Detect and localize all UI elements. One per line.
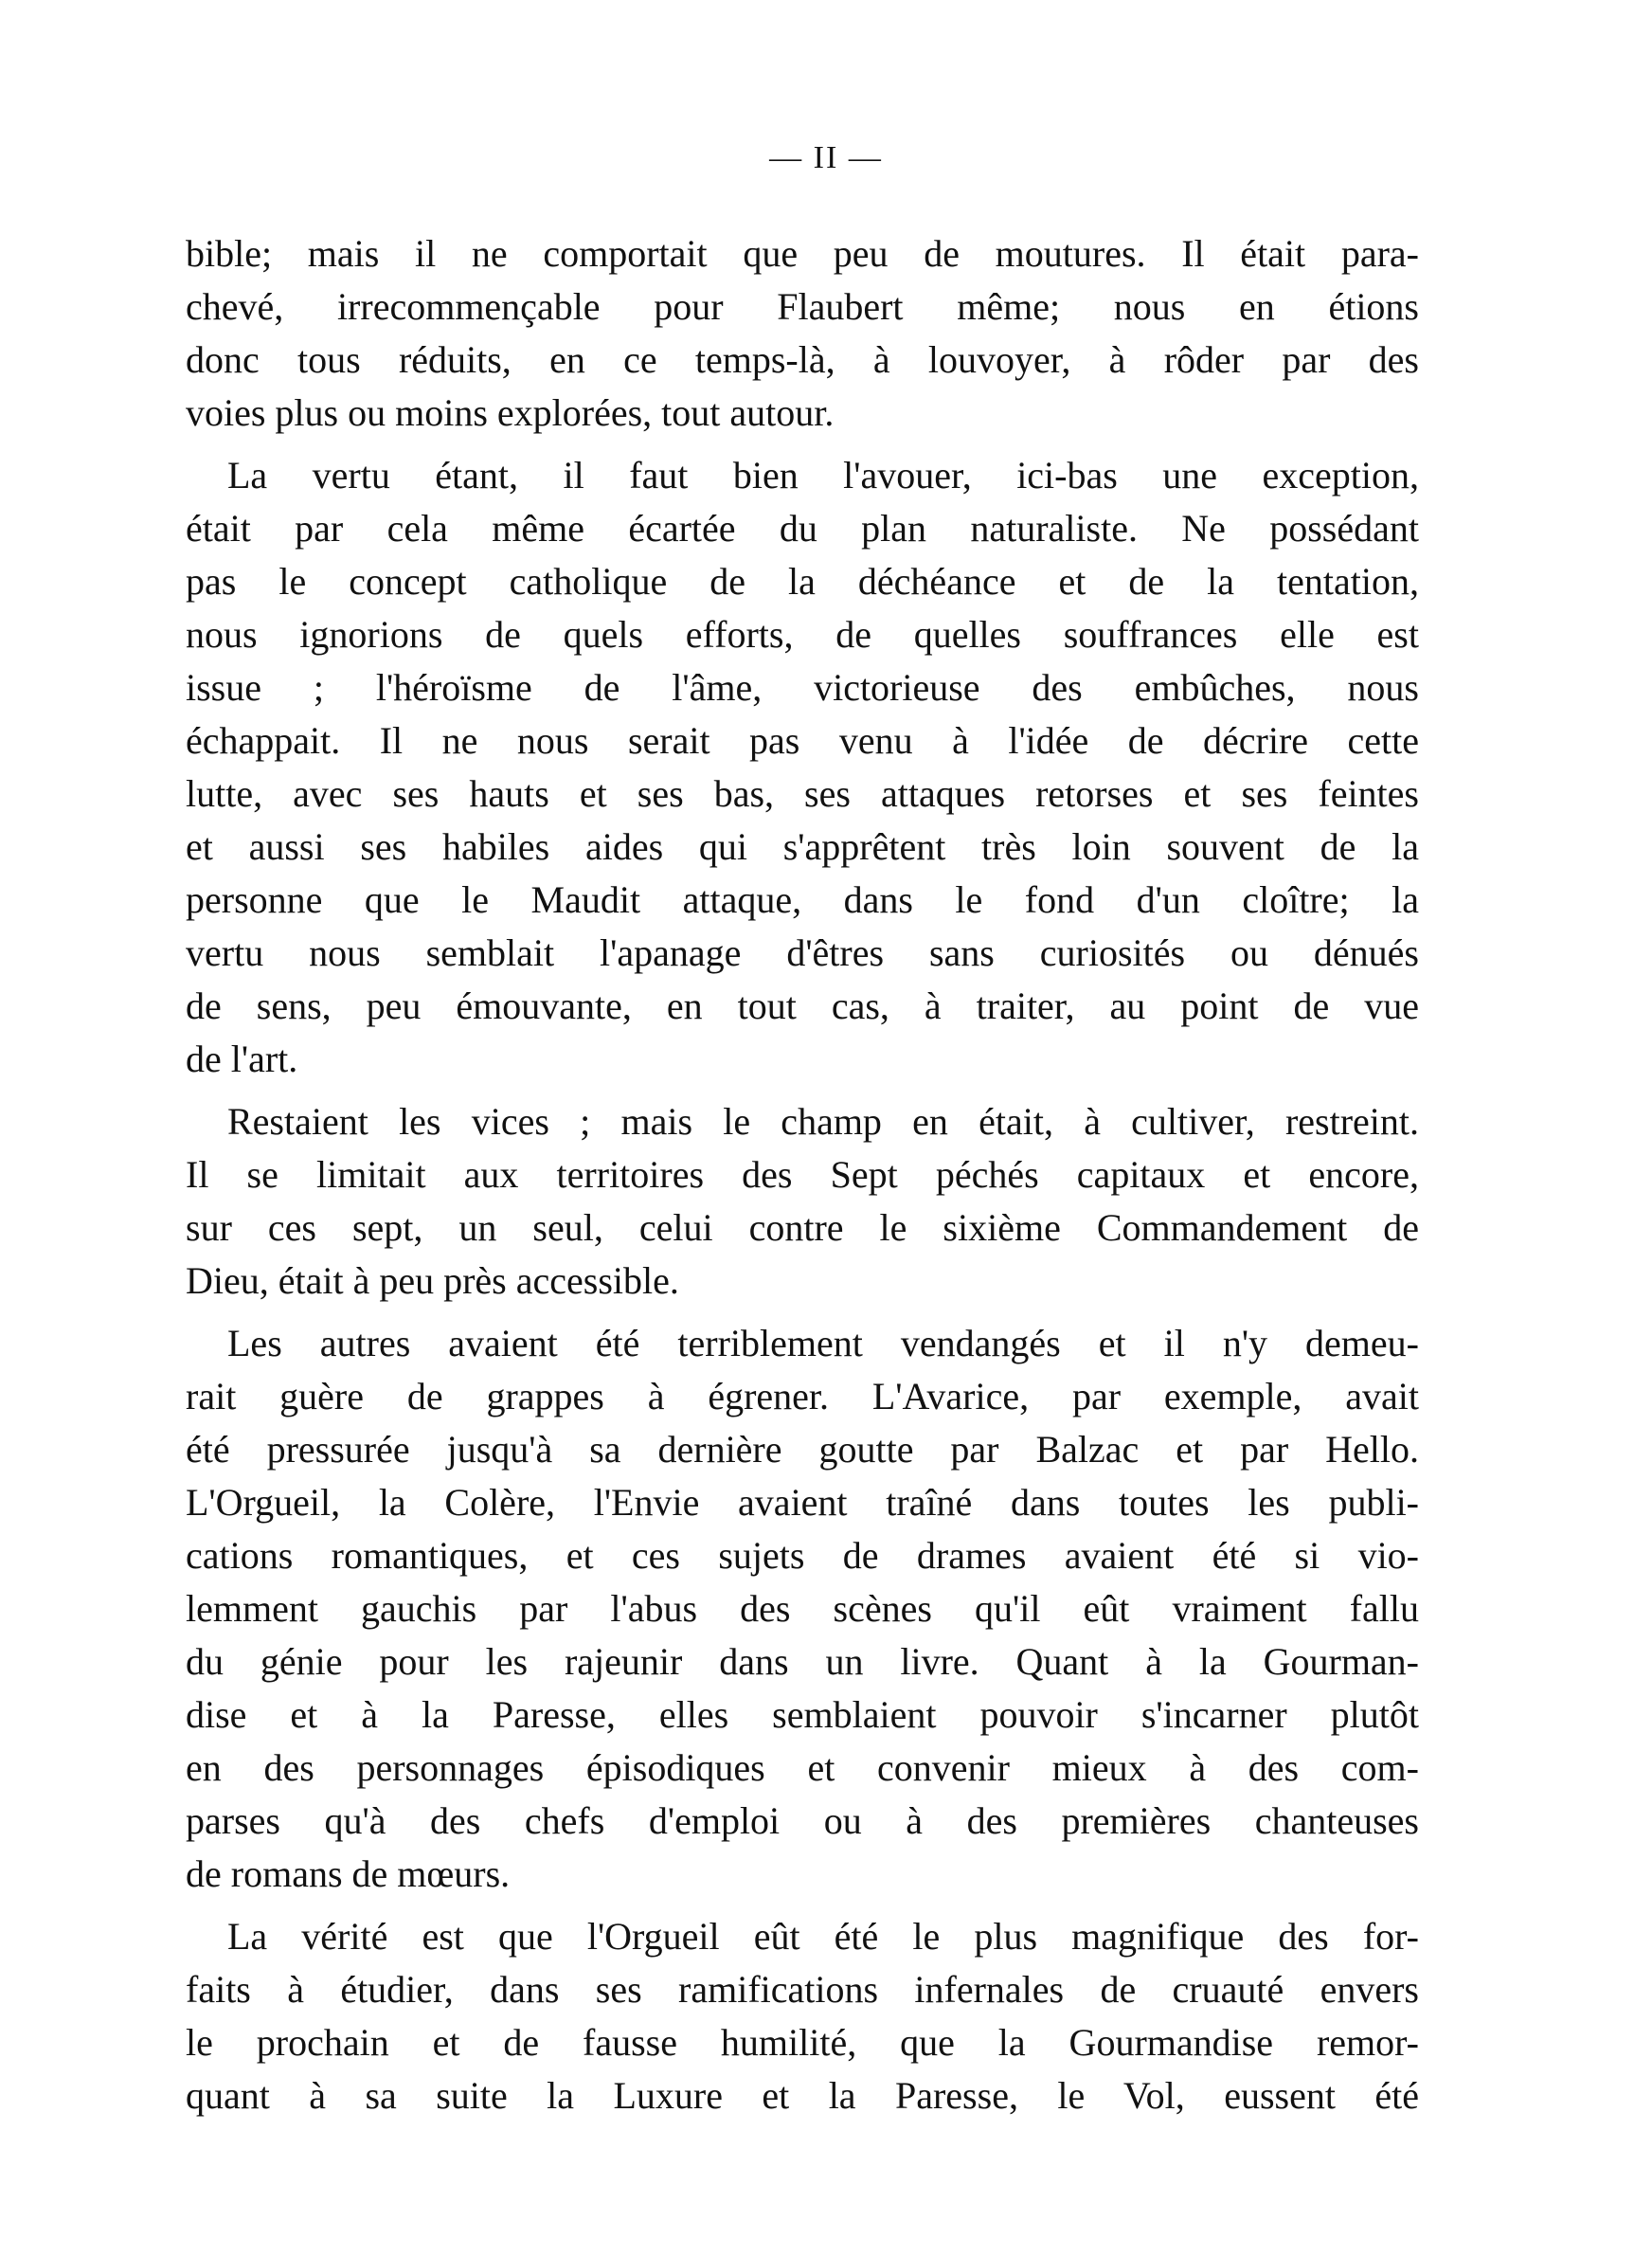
text-line: de romans de mœurs. xyxy=(186,1852,511,1895)
text-line: Dieu, était à peu près accessible. xyxy=(186,1259,679,1302)
paragraph xyxy=(186,1095,1419,1308)
text-line: L'Orgueil, la Colère, l'Envie avaient traîné dans toutes les publi- xyxy=(186,1481,1419,1524)
page-number: — II — xyxy=(769,140,883,175)
body-text xyxy=(186,227,1419,2132)
text-line: cations romantiques, et ces sujets de drames avaient été si vio- xyxy=(186,1534,1419,1577)
text-line: Restaient les vices ; mais le champ en était, à cultiver, restreint. xyxy=(227,1100,1419,1143)
text-line: dise et à la Paresse, elles semblaient pouvoir s'incarner plutôt xyxy=(186,1693,1419,1736)
text-line: lemment gauchis par l'abus des scènes qu'il eût vraiment fallu xyxy=(186,1587,1419,1630)
text-line: était par cela même écartée du plan naturaliste. Ne possédant xyxy=(186,507,1419,550)
text-line: La vérité est que l'Orgueil eût été le plus magnifique des for- xyxy=(227,1915,1419,1958)
text-line: quant à sa suite la Luxure et la Paresse, le Vol, eussent été xyxy=(186,2074,1419,2117)
text-line: lutte, avec ses hauts et ses bas, ses attaques retorses et ses feintes xyxy=(186,772,1419,815)
text-line: donc tous réduits, en ce temps-là, à louvoyer, à rôder par des xyxy=(186,338,1419,381)
text-line: faits à étudier, dans ses ramifications infernales de cruauté envers xyxy=(186,1968,1419,2011)
text-line: issue ; l'héroïsme de l'âme, victorieuse des embûches, nous xyxy=(186,666,1419,709)
paragraph xyxy=(186,1910,1419,2122)
text-line: parses qu'à des chefs d'emploi ou à des premières chanteuses xyxy=(186,1799,1419,1842)
text-line: et aussi ses habiles aides qui s'apprêtent très loin souvent de la xyxy=(186,825,1419,868)
paragraph xyxy=(186,227,1419,440)
text-line: de l'art. xyxy=(186,1038,298,1080)
text-line: bible; mais il ne comportait que peu de moutures. Il était para- xyxy=(186,232,1419,275)
text-line: de sens, peu émouvante, en tout cas, à traiter, au point de vue xyxy=(186,984,1419,1027)
text-line: chevé, irrecommençable pour Flaubert même; nous en étions xyxy=(186,285,1419,328)
text-line: nous ignorions de quels efforts, de quelles souffrances elle est xyxy=(186,613,1419,656)
text-line: personne que le Maudit attaque, dans le fond d'un cloître; la xyxy=(186,878,1419,921)
text-line: pas le concept catholique de la déchéance et de la tentation, xyxy=(186,560,1419,603)
text-line: sur ces sept, un seul, celui contre le sixième Commandement de xyxy=(186,1206,1419,1249)
text-line: le prochain et de fausse humilité, que la Gourmandise remor- xyxy=(186,2021,1419,2064)
text-line: rait guère de grappes à égrener. L'Avarice, par exemple, avait xyxy=(186,1375,1419,1417)
text-line: Il se limitait aux territoires des Sept péchés capitaux et encore, xyxy=(186,1153,1419,1196)
text-line: voies plus ou moins explorées, tout autour. xyxy=(186,391,835,434)
paragraph xyxy=(186,449,1419,1086)
text-line: du génie pour les rajeunir dans un livre. Quant à la Gourman- xyxy=(186,1640,1419,1683)
text-line: échappait. Il ne nous serait pas venu à l'idée de décrire cette xyxy=(186,719,1419,762)
paragraph xyxy=(186,1317,1419,1901)
text-line: vertu nous semblait l'apanage d'êtres sans curiosités ou dénués xyxy=(186,931,1419,974)
text-line: La vertu étant, il faut bien l'avouer, ici-bas une exception, xyxy=(227,454,1419,497)
text-line: Les autres avaient été terriblement vendangés et il n'y demeu- xyxy=(227,1322,1419,1364)
text-line: en des personnages épisodiques et convenir mieux à des com- xyxy=(186,1746,1419,1789)
text-line: été pressurée jusqu'à sa dernière goutte par Balzac et par Hello. xyxy=(186,1428,1419,1471)
